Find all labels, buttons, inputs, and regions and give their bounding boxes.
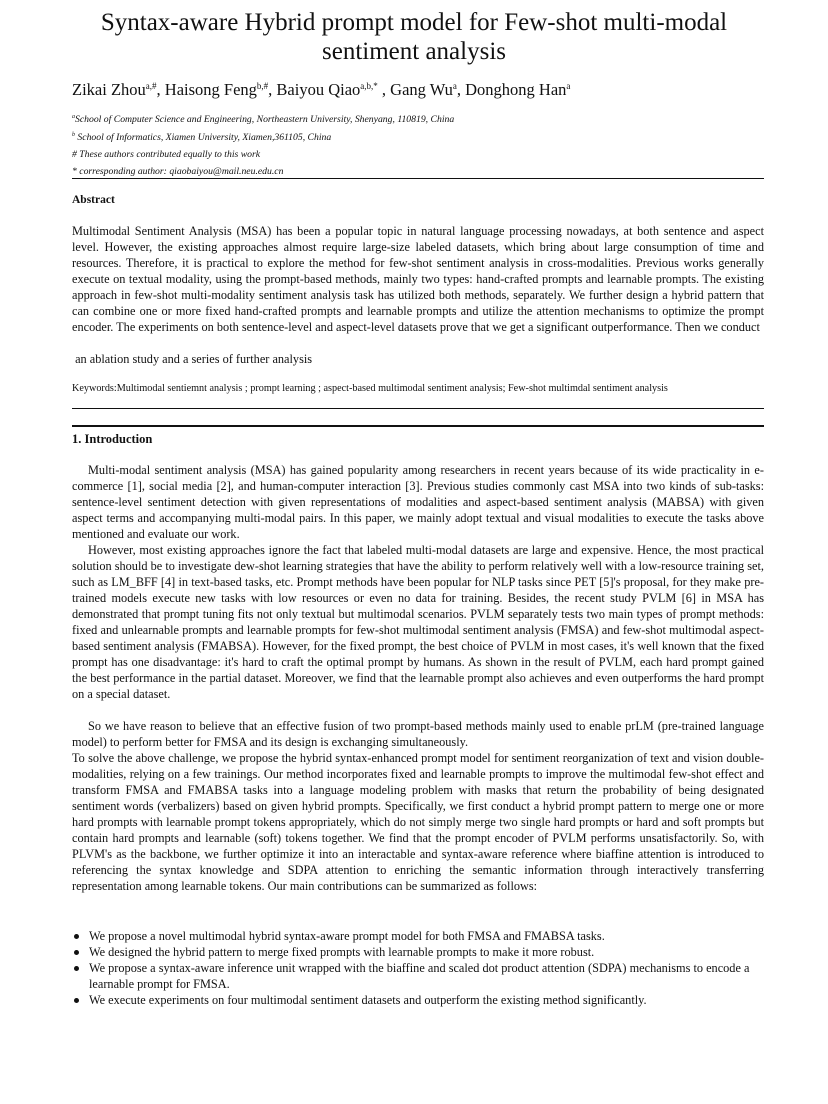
bullet-icon <box>74 950 79 955</box>
author-separator: , <box>156 80 165 99</box>
list-item-text: We propose a novel multimodal hybrid syntax-aware prompt model for both FMSA and FMABSA tasks. <box>89 929 605 943</box>
author-separator: , <box>456 80 466 99</box>
keywords: Keywords:Multimodal sentiemnt analysis ; prompt learning ; aspect-based multimodal sentiment analysis; Few-shot multimdal sentiment analysis <box>72 383 668 394</box>
affiliation-a <box>72 114 454 126</box>
list-item <box>72 944 764 960</box>
list-item-text: We designed the hybrid pattern to merge fixed prompts with learnable prompts to make it more robust. <box>89 945 595 959</box>
author-separator: , <box>377 80 391 99</box>
author-affil-mark: a,b,* <box>360 81 378 91</box>
intro-paragraph-4: To solve the above challenge, we propose the hybrid syntax-enhanced prompt model for sentiment reorganization of text and vision double-modalities, relying on a few trainings. Our method incorporates fixed and learnable prompts to improve the multimodal few-shot effect and transform FMSA and FMABSA tasks into a language modeling problem with masks that return the probability of being designated sentiment words (verbalizers) based on given hybrid prompts. Specifically, we first conduct a hybrid prompt pattern to merge one or more hard prompts with learnable prompt tokens appropriately, which do not simply merge two single hard prompts or hard and soft prompts but contain hard prompts and learnable (soft) tokens together. We find that the prompt encoder of PVLM performs unsatisfactorily. So, with PLVM's as the backbone, we further optimize it into an interactable and syntax-aware reference where biaffine attention is introduced to referencing the syntax knowledge and SDPA attention to enriching the semantic information through interactively transferring representation among learnable tokens. Our main contributions can be summarized as follows: <box>72 751 764 893</box>
affiliation-text: School of Computer Science and Engineering, Northeastern University, Shenyang, 110819, China <box>75 114 455 125</box>
contributions-list <box>72 928 764 1008</box>
author-affil-mark: a <box>452 81 457 91</box>
section-rule <box>72 425 764 427</box>
abstract-heading: Abstract <box>72 194 115 206</box>
bullet-icon <box>74 934 79 939</box>
author-name: Haisong Feng <box>164 80 257 99</box>
equal-contribution-note <box>72 149 260 161</box>
author-separator: , <box>268 80 277 99</box>
author-name: Zikai Zhou <box>72 80 146 99</box>
author-affil-mark: a <box>566 81 571 91</box>
corresponding-author-note <box>72 166 283 178</box>
affiliation-text: School of Informatics, Xiamen University, Xiamen,361105, China <box>75 132 332 143</box>
affiliation-mark: b <box>72 132 75 138</box>
affiliation-b <box>72 132 331 144</box>
paper-title: Syntax-aware Hybrid prompt model for Few-shot multi-modal sentiment analysis <box>100 9 728 65</box>
list-item-text: We execute experiments on four multimodal sentiment datasets and outperform the existing method significantly. <box>89 993 647 1007</box>
section-heading-introduction: 1. Introduction <box>72 432 153 446</box>
bullet-icon <box>74 998 79 1003</box>
author-name: Donghong Han <box>465 80 567 99</box>
author-affil-mark: a,# <box>145 81 157 91</box>
list-item <box>72 928 764 944</box>
intro-paragraph-3: So we have reason to believe that an effective fusion of two prompt-based methods mainly used to enable prLM (pre-trained language model) to perform better for FMSA and its design is exchanging simultaneously. <box>72 719 764 749</box>
bullet-icon <box>74 966 79 971</box>
list-item <box>72 992 764 1008</box>
intro-paragraph-2: However, most existing approaches ignore the fact that labeled multi-modal datasets are large and expensive. Hence, the most practical solution should be to investigate dew-shot learning strategies that have the ability to perform relatively well with a low-resource training set, such as LM_BFF [4] in text-based tasks, etc. Prompt methods have been popular for NLP tasks since PET [5]'s proposal, for they make pre-trained models execute new tasks with low resources or even no data for training. Besides, the recent study PVLM [6] in MSA has demonstrated that prompt tuning fits not only textual but multimodal scenarios. PVLM separately tests two main types of prompt methods: fixed and unlearnable prompts and learnable prompts for few-shot multimodal sentiment analysis (FMSA) and few-shot multimodal aspect-based sentiment analysis (FMABSA). However, for the fixed prompt, the best choice of PVLM in most cases, it's well known that the fixed prompt has one disadvantage: it's hard to craft the optimal prompt by humans. As shown in the result of PVLM, each hard prompt gained the best performance in the partial dataset. Moreover, we find that the learnable prompt also achieves and even outperforms the hard prompt on a special dataset. <box>72 543 764 701</box>
affiliation-mark: a <box>72 114 75 120</box>
abstract-body: Multimodal Sentiment Analysis (MSA) has been a popular topic in natural language processing nowadays, at both sentence and aspect level. However, the existing approaches almost require large-size labeled datasets, which bring about large consumption of time and resources. Therefore, it is practical to explore the method for few-shot sentiment analysis in cross-modalities. Previous works generally execute on textual modality, using the prompt-based methods, mainly two types: hand-crafted prompts and learnable prompts. The existing approach in few-shot multi-modality sentiment analysis task has utilized both methods, separately. We further design a hybrid pattern that can combine one or more fixed hand-crafted prompts and learnable prompts and utilize the attention mechanisms to optimize the prompt encoder. The experiments on both sentence-level and aspect-level datasets prove that we get a significant outperformance. Then we conduct <box>72 224 764 334</box>
list-item <box>72 960 764 992</box>
abstract-last-line: an ablation study and a series of further analysis <box>72 352 313 366</box>
list-item-text: We propose a syntax-aware inference unit wrapped with the biaffine and scaled dot product attention (SDPA) mechanisms to encode a learnable prompt for FMSA. <box>89 961 750 991</box>
intro-paragraph-1: Multi-modal sentiment analysis (MSA) has gained popularity among researchers in recent years because of its wide practicality in e-commerce [1], social media [2], and human-computer interaction [3]. Previous studies commonly cast MSA into two kinds of sub-tasks: sentence-level sentiment detection with given representations of modalities and aspect-based sentiment analysis (MABSA) with given aspect terms and accompanying multi-modal pairs. In this paper, we mainly adopt textual and visual modalities to execute the tasks above mentioned and evaluate our work. <box>72 463 764 541</box>
author-list <box>72 80 570 100</box>
author-affil-mark: b,# <box>256 81 269 91</box>
affiliation-text: * corresponding author: qiaobaiyou@mail.neu.edu.cn <box>72 166 284 177</box>
author-name: Gang Wu <box>390 80 453 99</box>
affiliation-text: # These authors contributed equally to this work <box>72 149 261 160</box>
header-rule <box>72 178 764 179</box>
keywords-rule <box>72 408 764 409</box>
author-name: Baiyou Qiao <box>276 80 361 99</box>
